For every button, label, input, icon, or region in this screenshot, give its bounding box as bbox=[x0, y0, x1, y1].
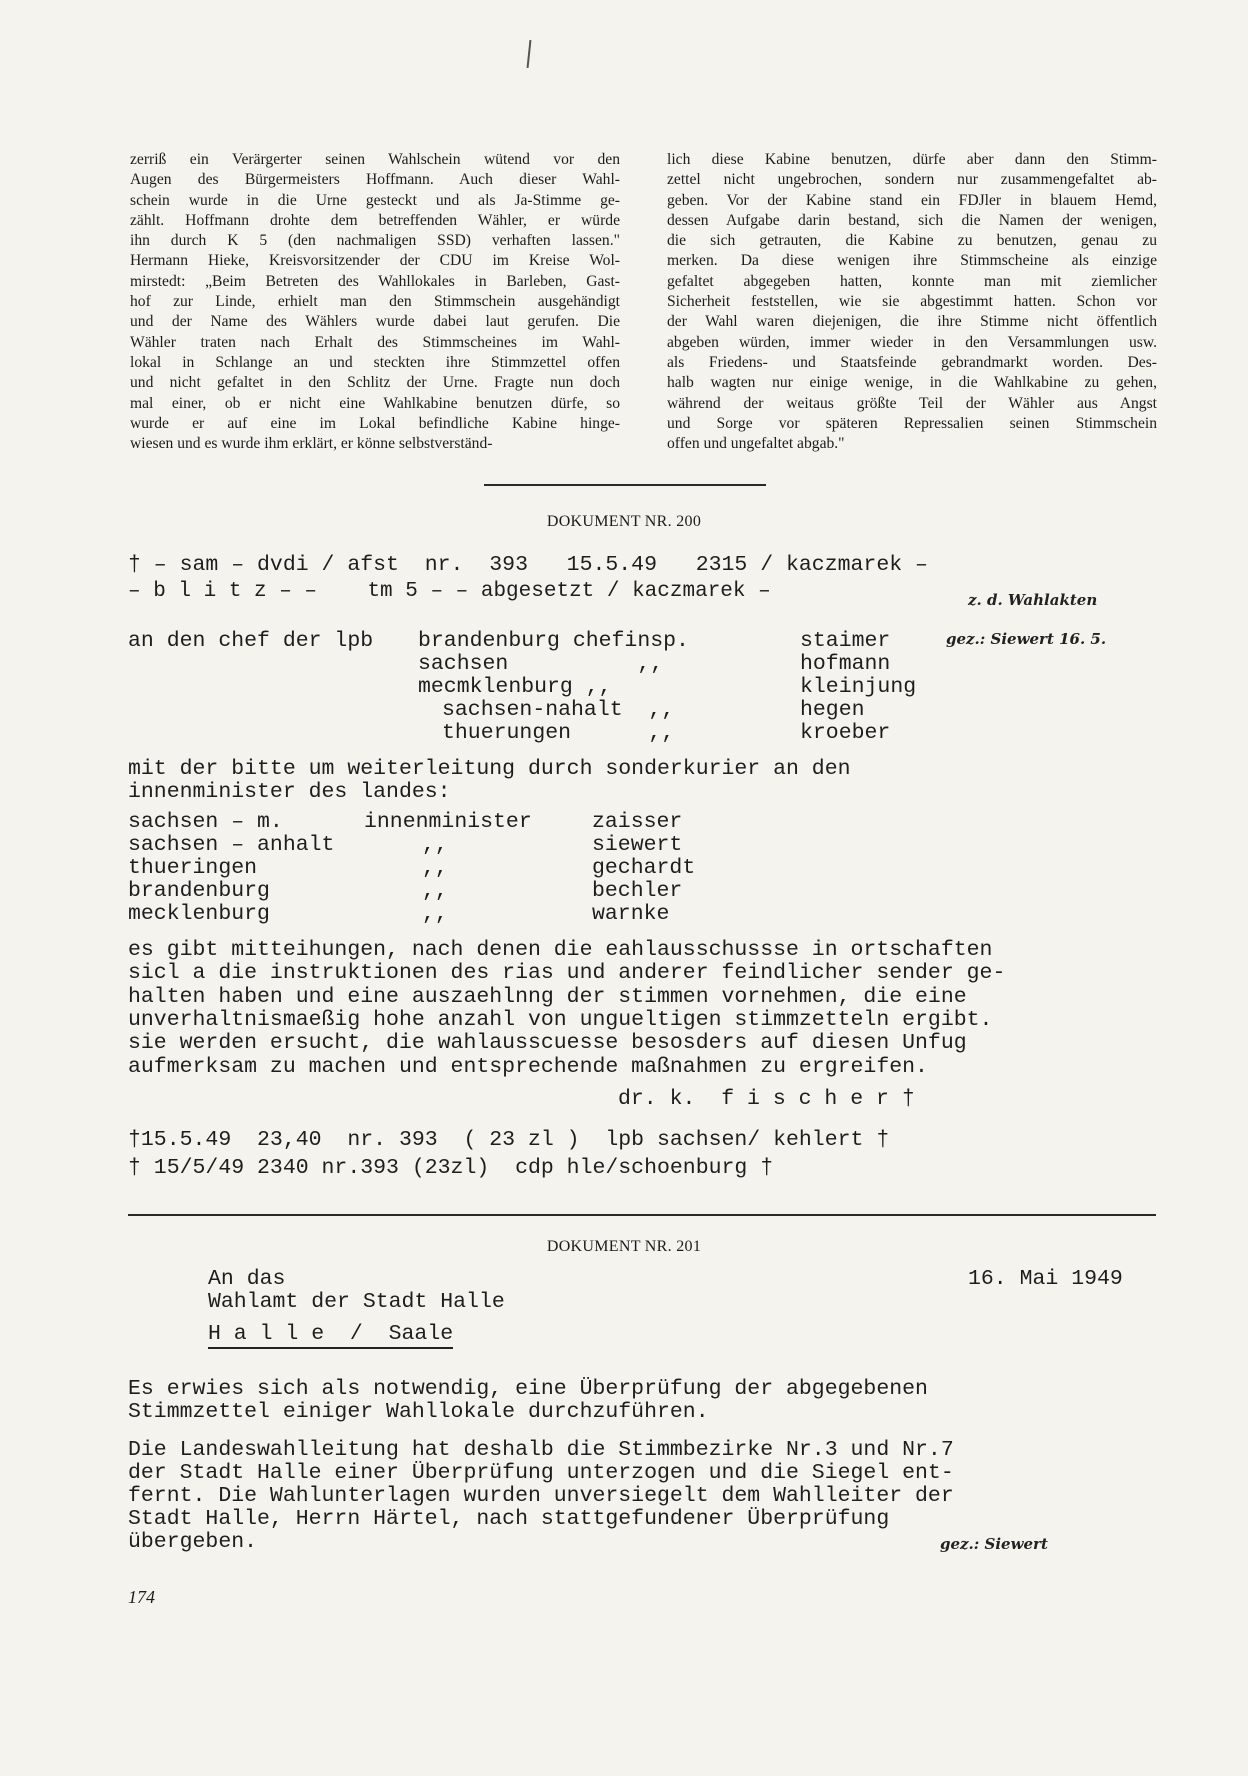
left-column-line: Wähler traten nach Erhalt des Stimmscheines im Wahl- bbox=[130, 333, 620, 351]
minister-title: ,, bbox=[422, 833, 448, 857]
telegram-footer-line-1: †15.5.49 23,40 nr. 393 ( 23 zl ) lpb sachsen/ kehlert † bbox=[128, 1128, 890, 1152]
letter-line: fernt. Die Wahlunterlagen wurden unversiegelt dem Wahlleiter der bbox=[128, 1484, 954, 1508]
telegram-header-line-2: – b l i t z – – tm 5 – – abgesetzt / kaczmarek – bbox=[128, 580, 771, 603]
letter-line: übergeben. bbox=[128, 1530, 258, 1554]
right-column-line: zettel nicht ungebrochen, sondern nur zusammengefaltet ab- bbox=[667, 171, 1157, 189]
recipient-land: sachsen-nahalt ,, bbox=[442, 698, 675, 722]
minister-land: brandenburg bbox=[128, 879, 270, 903]
document-200-heading: DOKUMENT NR. 200 bbox=[546, 513, 702, 530]
minister-title: ,, bbox=[422, 902, 448, 926]
left-column-line: mal einer, ob er nicht eine Wahlkabine benutzen dürfe, so bbox=[130, 394, 620, 412]
recipient-name: staimer bbox=[800, 629, 891, 653]
page-number: 174 bbox=[128, 1587, 155, 1607]
minister-land: mecklenburg bbox=[128, 902, 270, 926]
right-column bbox=[667, 150, 1157, 454]
left-column-line: mirstedt: „Beim Betreten des Wahllokales in Barleben, Gast- bbox=[130, 272, 620, 290]
scan-mark bbox=[527, 40, 532, 68]
right-column-line: und Sorge vor späteren Repressalien seinen Stimmschein bbox=[667, 414, 1157, 432]
right-column-line: während der weitaus größte Teil der Wähler aus Angst bbox=[667, 394, 1157, 412]
telegram-body-line: sie werden ersucht, die wahlausscuesse besosders auf diesen Unfug bbox=[128, 1031, 967, 1056]
document-201-heading: DOKUMENT NR. 201 bbox=[546, 1238, 702, 1255]
right-column-line: gefaltet abgegeben hatten, konnte man mit ziemlicher bbox=[667, 272, 1157, 290]
right-column-line: geben. Vor der Kabine stand ein FDJler in blauem Hemd, bbox=[667, 191, 1157, 209]
right-column-line: merken. Da diese wenigen ihre Stimmscheine als einzige bbox=[667, 252, 1157, 270]
minister-title: innenminister bbox=[364, 810, 532, 834]
left-column-line: hof zur Linde, erhielt man den Stimmschein ausgehändigt bbox=[130, 293, 620, 311]
right-column-line: die sich getrauten, die Kabine zu benutzen, genau zu bbox=[667, 232, 1157, 250]
minister-land: sachsen – anhalt bbox=[128, 833, 335, 857]
letter-line: Stimmzettel einiger Wahllokale durchzuführen. bbox=[128, 1400, 709, 1424]
minister-name: siewert bbox=[592, 833, 683, 857]
left-column-line: und nicht gefaltet in den Schlitz der Urne. Fragte nun doch bbox=[130, 374, 620, 392]
minister-land: sachsen – m. bbox=[128, 810, 283, 834]
left-column-line: wiesen und es wurde ihm erklärt, er könne selbstverständ- bbox=[130, 435, 493, 453]
letter-line: Es erwies sich als notwendig, eine Überprüfung der abgegebenen bbox=[128, 1377, 928, 1401]
left-column-line: lokal in Schlange an und steckten ihre Stimmzettel offen bbox=[130, 353, 620, 371]
telegram-body-line: sicl a die instruktionen des rias und anderer feindlicher sender ge- bbox=[128, 961, 1006, 986]
address-line-2: Wahlamt der Stadt Halle bbox=[208, 1290, 505, 1314]
recipients-intro: an den chef der lpb bbox=[128, 629, 374, 653]
left-column-line: ihn durch K 5 (den nachmaligen SSD) verhaften lassen." bbox=[130, 232, 620, 250]
right-column-line: offen und ungefaltet abgab." bbox=[667, 435, 845, 453]
letter-line: Die Landeswahlleitung hat deshalb die Stimmbezirke Nr.3 und Nr.7 bbox=[128, 1438, 954, 1462]
recipient-land: sachsen ,, bbox=[418, 652, 664, 676]
minister-name: bechler bbox=[592, 879, 683, 903]
handwritten-signature-siewert: gez.: Siewert 16. 5. bbox=[946, 630, 1107, 648]
left-column bbox=[130, 150, 620, 454]
address-line-1: An das bbox=[208, 1267, 286, 1291]
letter-date: 16. Mai 1949 bbox=[968, 1267, 1123, 1291]
right-column-line: abgeben würden, immer wieder in den Versammlungen usw. bbox=[667, 333, 1157, 351]
left-column-line: Augen des Bürgermeisters Hoffmann. Auch dieser Wahl- bbox=[130, 171, 620, 189]
minister-name: warnke bbox=[592, 902, 670, 926]
right-column-line: der Wahl waren diejenigen, die ihre Stimme nicht öffentlich bbox=[667, 313, 1157, 331]
right-column-line: als Friedens- und Staatsfeinde gebrandmarkt worden. Des- bbox=[667, 353, 1157, 371]
section-divider bbox=[484, 484, 766, 486]
telegram-signature: dr. k. f i s c h e r † bbox=[618, 1087, 915, 1111]
left-column-line: zerriß ein Verärgerter seinen Wahlschein wütend vor den bbox=[130, 151, 620, 168]
recipient-name: kroeber bbox=[800, 721, 891, 745]
request-line-2: innenminister des landes: bbox=[128, 780, 451, 804]
recipient-land: mecmklenburg ,, bbox=[418, 675, 612, 699]
handwritten-signature-siewert-2: gez.: Siewert bbox=[940, 1535, 1048, 1553]
right-column-line: Sicherheit feststellen, wie sie abgestimmt hatten. Schon vor bbox=[667, 293, 1157, 311]
left-column-line: zählt. Hoffmann drohte dem betreffenden Wähler, er würde bbox=[130, 211, 620, 229]
recipient-land: thuerungen ,, bbox=[442, 721, 675, 745]
left-column-line: schein wurde in die Urne gesteckt und als Ja-Stimme ge- bbox=[130, 191, 620, 209]
minister-title: ,, bbox=[422, 879, 448, 903]
right-column-line: halb wagten nur einige wenige, in die Wahlkabine zu gehen, bbox=[667, 374, 1157, 392]
right-column-line: lich diese Kabine benutzen, dürfe aber dann den Stimm- bbox=[667, 151, 1157, 168]
minister-name: gechardt bbox=[592, 856, 696, 880]
telegram-header-line-1: † – sam – dvdi / afst nr. 393 15.5.49 2315 / kaczmarek – bbox=[128, 553, 928, 577]
recipient-name: hegen bbox=[800, 698, 865, 722]
left-column-line: Hermann Hieke, Kreisvorsitzender der CDU im Kreise Wol- bbox=[130, 252, 620, 270]
address-line-3: H a l l e / Saale bbox=[208, 1322, 453, 1349]
telegram-body-line: unverhaltnismaeßig hohe anzahl von ungueltigen stimmzetteln ergibt. bbox=[128, 1007, 993, 1032]
letter-line: Stadt Halle, Herrn Härtel, nach stattgefundener Überprüfung bbox=[128, 1507, 890, 1531]
request-line-1: mit der bitte um weiterleitung durch sonderkurier an den bbox=[128, 757, 851, 781]
telegram-footer-line-2: † 15/5/49 2340 nr.393 (23zl) cdp hle/schoenburg † bbox=[128, 1156, 774, 1180]
handwritten-note-wahlakten: z. d. Wahlakten bbox=[968, 591, 1098, 609]
right-column-line: dessen Aufgabe darin bestand, sich die Namen der wenigen, bbox=[667, 211, 1157, 229]
left-column-line: und der Name des Wählers wurde dabei laut gerufen. Die bbox=[130, 313, 620, 331]
telegram-body-line: halten haben und eine auszaehlnng der stimmen vornehmen, die eine bbox=[128, 984, 967, 1009]
telegram-body-line: aufmerksam zu machen und entsprechende maßnahmen zu ergreifen. bbox=[128, 1054, 928, 1079]
left-column-line: wurde er auf eine im Lokal befindliche Kabine hinge- bbox=[130, 414, 620, 432]
recipient-land: brandenburg chefinsp. bbox=[418, 629, 689, 653]
minister-name: zaisser bbox=[592, 810, 683, 834]
recipient-name: hofmann bbox=[800, 652, 891, 676]
recipient-name: kleinjung bbox=[800, 675, 917, 699]
section-divider-2 bbox=[128, 1214, 1156, 1216]
telegram-body-line: es gibt mitteihungen, nach denen die eahlausschussse in ortschaften bbox=[128, 938, 993, 962]
minister-title: ,, bbox=[422, 856, 448, 880]
letter-line: der Stadt Halle einer Überprüfung unterzogen und die Siegel ent- bbox=[128, 1461, 954, 1485]
minister-land: thueringen bbox=[128, 856, 258, 880]
